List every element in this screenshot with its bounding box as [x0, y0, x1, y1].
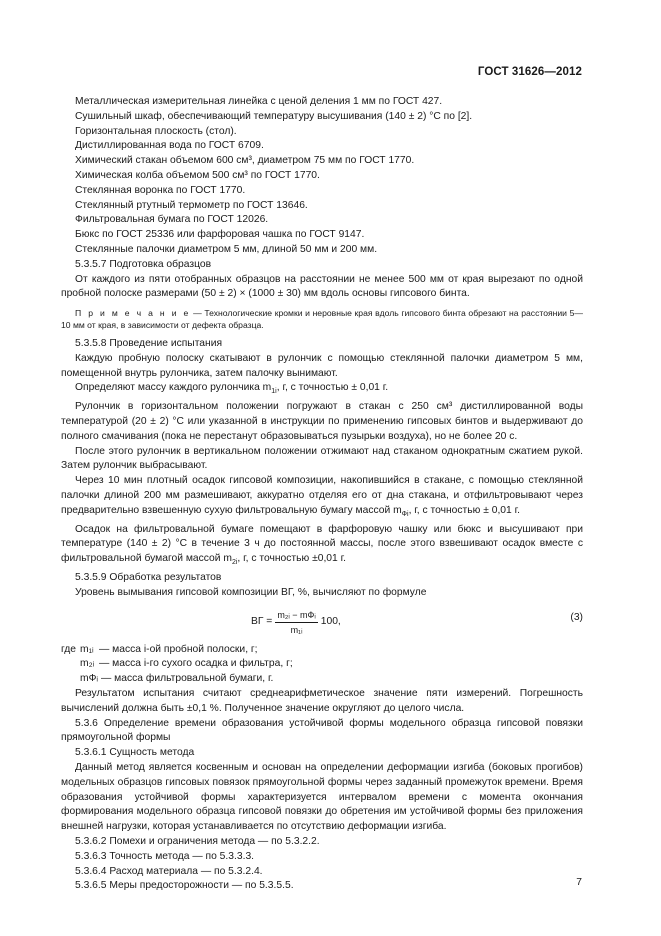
- page-number: 7: [576, 877, 582, 888]
- section-heading: 5.3.6.2 Помехи и ограничения метода — по 5.3.2.2.: [75, 836, 320, 848]
- paragraph: Каждую пробную полоску скатывают в рулончик с помощью стеклянной палочки диаметром 5 мм, помещенной внутрь рулончика, затем палочку вынимают.: [61, 352, 583, 379]
- equation-number: (3): [570, 611, 583, 623]
- paragraph: После этого рулончик в вертикальном положении отжимают над стаканом однократным сжатием рукой. Затем рулончик выбрасывают.: [61, 445, 583, 472]
- formula-fraction: [275, 609, 317, 636]
- equipment-line: Стеклянная воронка по ГОСТ 1770.: [75, 184, 246, 196]
- where-row: [61, 643, 583, 658]
- note: [61, 308, 583, 331]
- paragraph: Через 10 мин плотный осадок гипсовой композиции, накопившийся в стакане, с помощью стеклянной палочки длиной 200 мм размешивают, аккуратно отделяя его от дна стакана, и отфильтровывают через предварительно взвешенную сухую фильтровальную бумагу массой $m_{Фi}$, г, с точностью ± 0,01 г.: [61, 475, 583, 518]
- paragraph: Уровень вымывания гипсовой композиции ВГ, %, вычисляют по формуле: [75, 586, 427, 598]
- equipment-line: Стеклянный ртутный термометр по ГОСТ 13646.: [75, 199, 308, 211]
- section-heading: 5.3.5.9 Обработка результатов: [75, 572, 222, 584]
- formula-denominator: m₁ᵢ: [290, 624, 303, 635]
- paragraph: Результатом испытания считают среднеарифметическое значение пяти измерений. Погрешность вычислений должна быть ±0,1 %. Полученное значение округляют до целого числа.: [61, 688, 583, 714]
- where-row: [61, 657, 583, 672]
- equipment-line: Химическая колба объемом 500 см³ по ГОСТ 1770.: [75, 169, 320, 181]
- section-heading: 5.3.6 Определение времени образования устойчивой формы модельного образца гипсовой повязки прямоугольной формы: [61, 717, 583, 744]
- equipment-line: Сушильный шкаф, обеспечивающий температуру высушивания (140 ± 2) °С по [2].: [75, 110, 473, 122]
- note-label: П р и м е ч а н и е: [75, 308, 191, 319]
- paragraph: От каждого из пяти отобранных образцов на расстоянии не менее 500 мм от края вырезают по одной пробной полоске размерами (50 ± 2) × (1000 ± 30) мм вдоль основы гипсового бинта.: [61, 273, 583, 300]
- page-header: ГОСТ 31626—2012: [477, 66, 582, 78]
- where-text: — масса i-ой пробной полоски, г;: [99, 643, 258, 655]
- formula: [61, 603, 583, 641]
- section-heading: 5.3.6.1 Сущность метода: [75, 747, 195, 759]
- where-text: — масса i-го сухого осадка и фильтра, г;: [99, 658, 293, 670]
- equipment-line: Стеклянные палочки диаметром 5 мм, длиной 50 мм и 200 мм.: [75, 243, 378, 255]
- section-heading: 5.3.5.8 Проведение испытания: [75, 337, 223, 349]
- equipment-line: Фильтровальная бумага по ГОСТ 12026.: [75, 214, 269, 226]
- equipment-line: Химический стакан объемом 600 см³, диаметром 75 мм по ГОСТ 1770.: [75, 155, 415, 167]
- paragraph: Определяют массу каждого рулончика $m_{1i}$, г, с точностью ± 0,01 г.: [75, 382, 389, 396]
- paragraph: Рулончик в горизонтальном положении погружают в стакан с 250 см³ дистиллированной воды температурой (20 ± 2) °С или указанной в инструкции по применению гипсовых бинтов и выдерживают до полного смачивания (пока не перестанут образовываться пузырьки воздуха), но не более 20 с.: [61, 401, 583, 442]
- section-heading: 5.3.5.7 Подготовка образцов: [75, 258, 212, 270]
- equipment-line: Дистиллированная вода по ГОСТ 6709.: [75, 140, 264, 152]
- where-symbol: m₁ᵢ: [80, 643, 94, 655]
- equipment-line: Бюкс по ГОСТ 25336 или фарфоровая чашка по ГОСТ 9147.: [75, 229, 365, 241]
- equipment-line: Горизонтальная плоскость (стол).: [75, 125, 237, 137]
- where-row: [61, 672, 583, 687]
- where-word: где: [61, 643, 77, 655]
- document-body: [61, 95, 583, 894]
- formula-numerator: m₂ᵢ − mФᵢ: [275, 609, 317, 623]
- equipment-line: Металлическая измерительная линейка с ценой деления 1 мм по ГОСТ 427.: [75, 96, 443, 107]
- section-heading: 5.3.6.4 Расход материала — по 5.3.2.4.: [75, 865, 263, 877]
- paragraph: Данный метод является косвенным и основан на определении деформации изгиба (боковых прогибов) модельных образцов гипсовых повязок прямоугольной формы через заданный промежуток времени. Время образования устойчивой формы характеризуется интервалом времени с момента окончания формирования модельного образца гипсовой повязки до обретения им устойчивой формы без приложения внешней нагрузки, которая устанавливается по отсутствию деформации изгиба.: [61, 762, 583, 833]
- paragraph: Осадок на фильтровальной бумаге помещают в фарфоровую чашку или бюкс и высушивают при температуре (140 ± 2) °С в течение 3 ч до постоянной массы, после этого взвешивают осадок вместе с фильтровальной бумагой массой $m_{2i}$, г, с точностью ±0,01 г.: [61, 523, 583, 567]
- section-heading: 5.3.6.5 Меры предосторожности — по 5.3.5.5.: [75, 880, 294, 892]
- where-symbol: m₂ᵢ: [80, 658, 95, 670]
- where-symbol: mФᵢ: [80, 673, 99, 685]
- formula-lhs: ВГ =: [251, 615, 273, 627]
- section-heading: 5.3.6.3 Точность метода — по 5.3.3.3.: [75, 850, 255, 862]
- formula-rhs: 100,: [320, 615, 341, 627]
- note-text: — Технологические кромки и неровные края вдоль гипсового бинта обрезают на расстоянии 5—10 мм от края, в зависимости от дефекта образца.: [61, 308, 583, 330]
- where-text: — масса фильтровальной бумаги, г.: [101, 673, 274, 685]
